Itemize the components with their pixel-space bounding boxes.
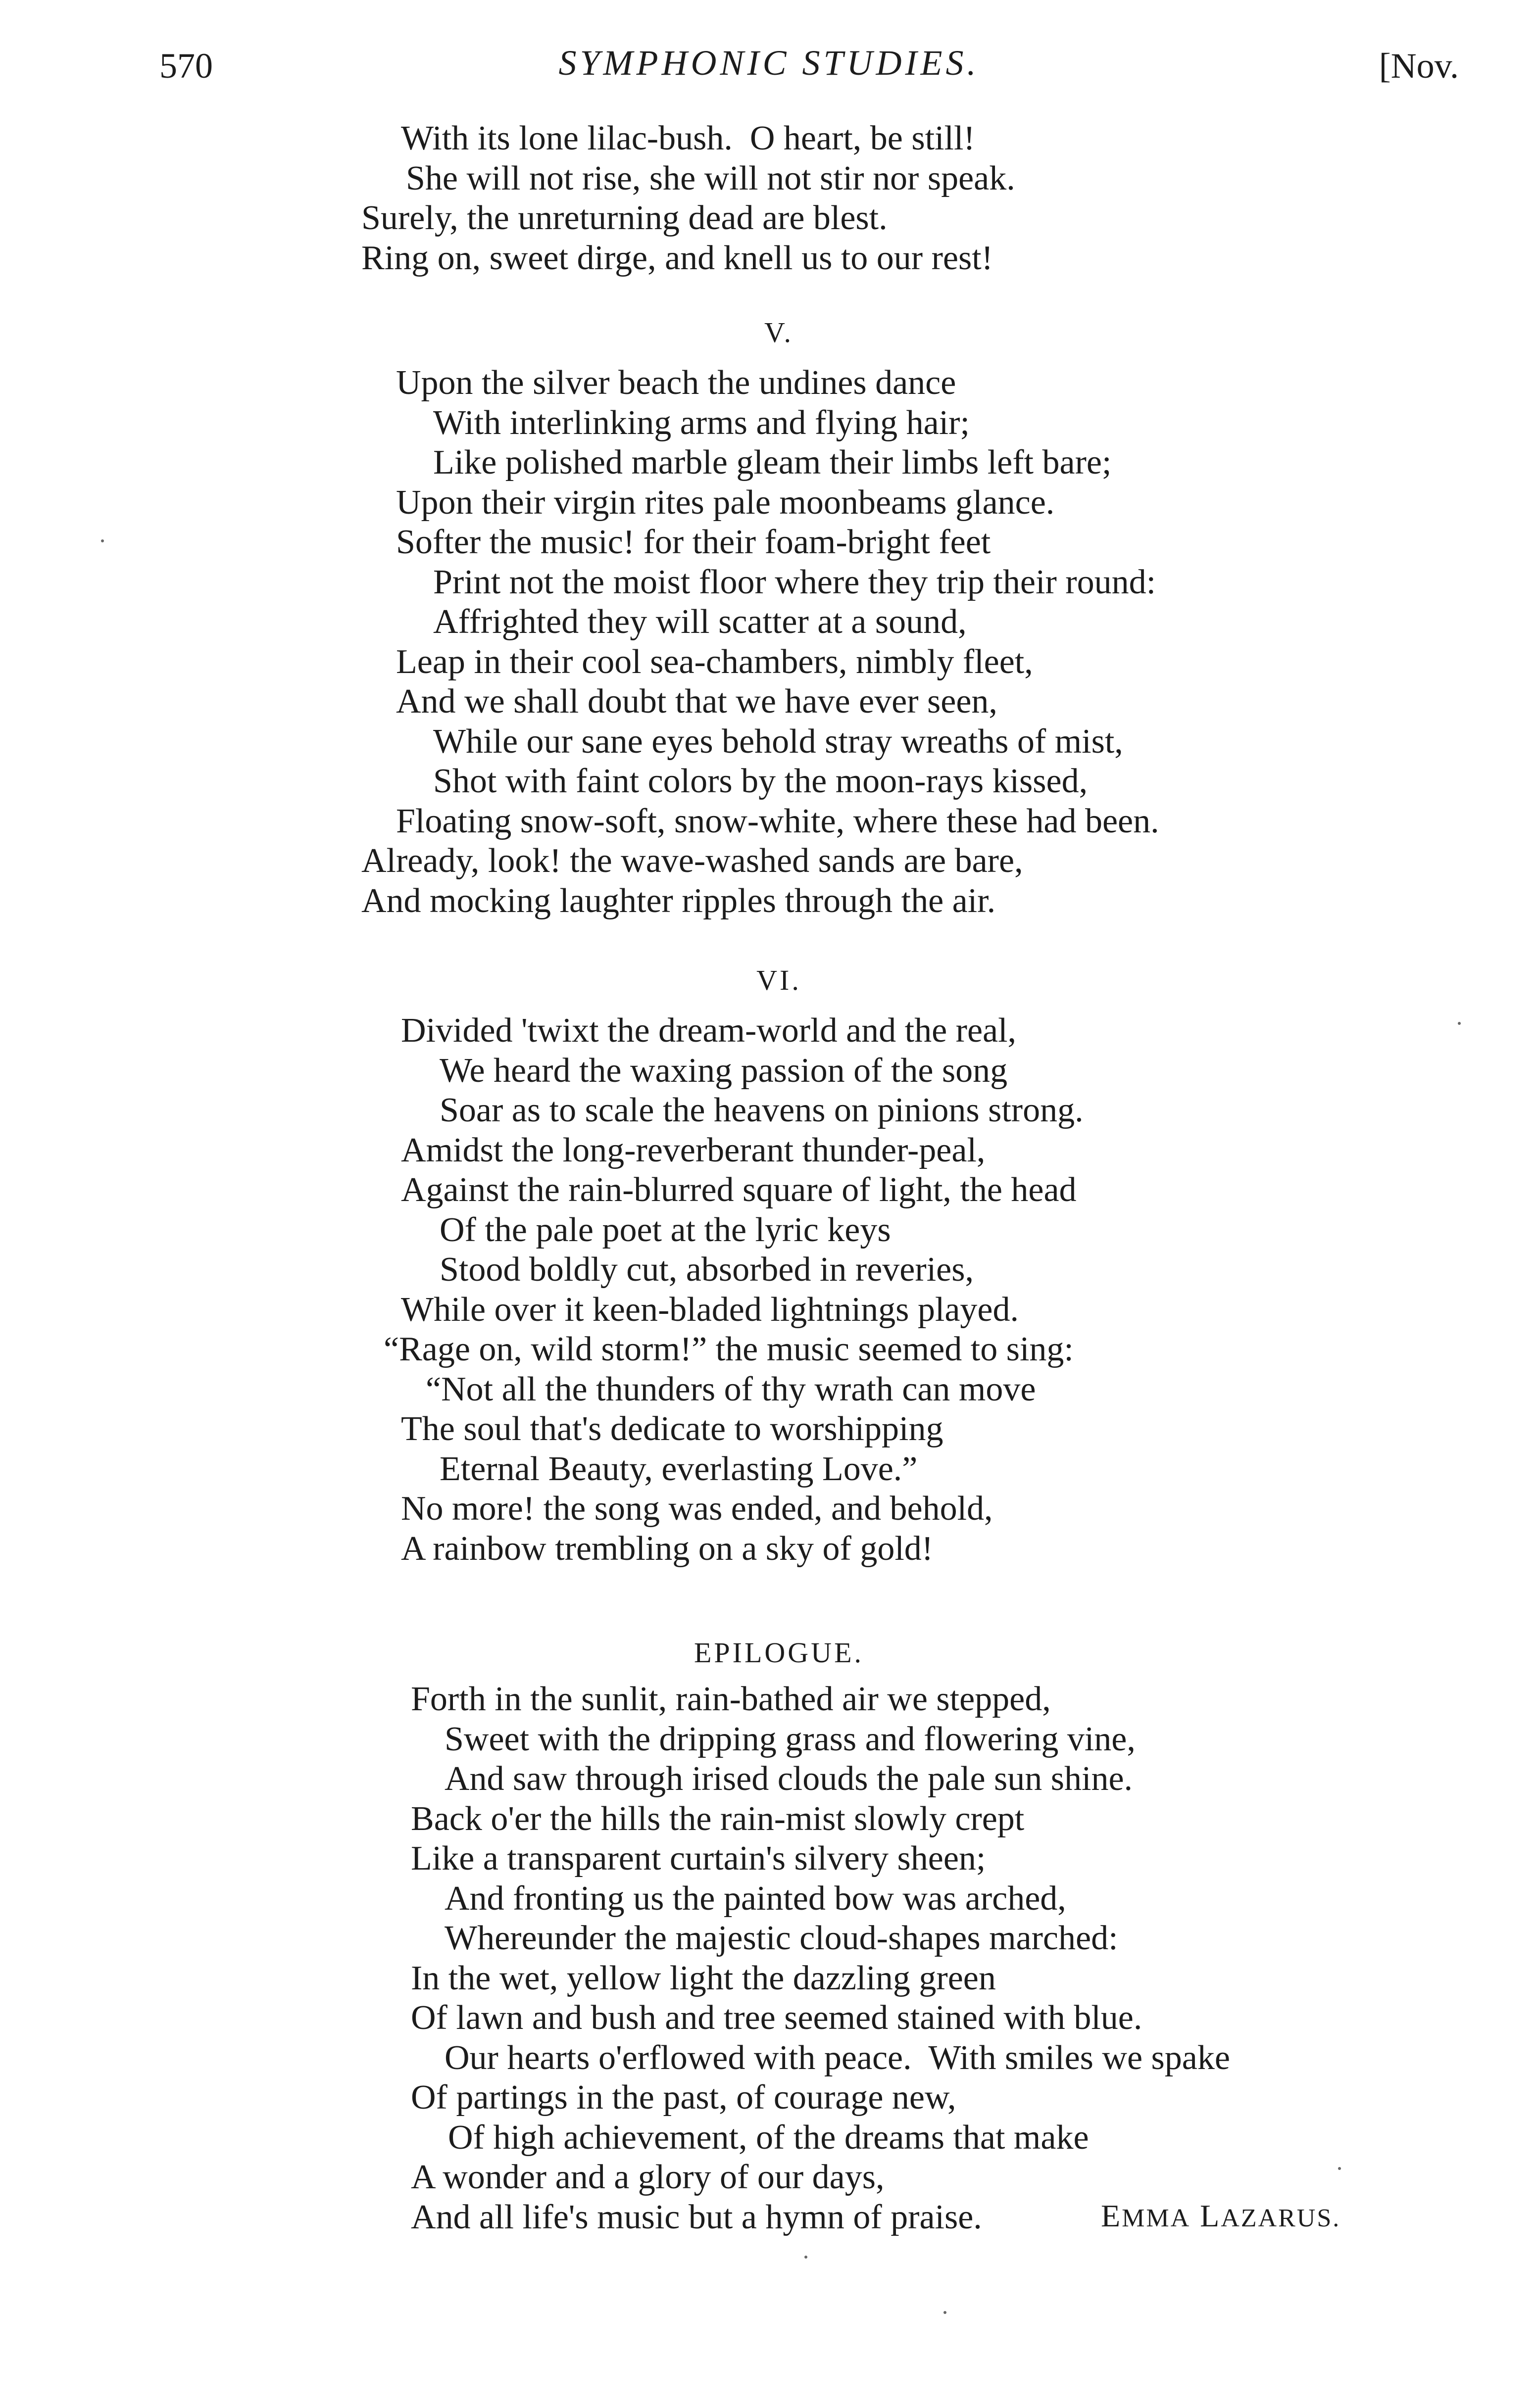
opening-stanza <box>0 119 1538 278</box>
poem-line: Sweet with the dripping grass and flowering vine, <box>445 1720 1136 1758</box>
poem-line: “Not all the thunders of thy wrath can move <box>426 1370 1036 1408</box>
poem-line: And all life's music but a hymn of praise. <box>411 2198 982 2236</box>
author-first-rest: MMA <box>1122 2204 1191 2232</box>
poem-line: While our sane eyes behold stray wreaths of mist, <box>433 722 1123 761</box>
section-heading: V. <box>764 316 794 348</box>
section-heading: EPILOGUE. <box>694 1637 864 1669</box>
poem-line: Already, look! the wave-washed sands are bare, <box>361 842 1023 880</box>
poem-line: Softer the music! for their foam-bright feet <box>396 523 991 561</box>
poem-line: Stood boldly cut, absorbed in reveries, <box>440 1251 974 1289</box>
running-title: SYMPHONIC STUDIES. <box>558 43 980 83</box>
poem-line: Of high achievement, of the dreams that make <box>448 2118 1089 2157</box>
poem-line: Upon their virgin rites pale moonbeams glance. <box>396 483 1055 522</box>
running-head <box>0 39 1538 93</box>
poem-line: Of the pale poet at the lyric keys <box>440 1210 891 1249</box>
poem-line: “Rage on, wild storm!” the music seemed to sing: <box>384 1330 1074 1368</box>
poem-line: We heard the waxing passion of the song <box>440 1051 1008 1090</box>
poem-line: Surely, the unreturning dead are blest. <box>361 199 888 237</box>
poem-line: While over it keen-bladed lightnings played. <box>401 1290 1019 1329</box>
poem-line: She will not rise, she will not stir nor speak. <box>406 159 1015 197</box>
poem-line: A wonder and a glory of our days, <box>411 2158 885 2196</box>
poem-line: Of partings in the past, of courage new, <box>411 2078 956 2117</box>
poem-line: And fronting us the painted bow was arched, <box>445 1879 1066 1918</box>
poem-line: A rainbow trembling on a sky of gold! <box>401 1529 934 1568</box>
heading-gap <box>0 1673 1538 1680</box>
stanza-gap <box>0 921 1538 961</box>
poem-line: Print not the moist floor where they trip their round: <box>433 563 1156 601</box>
poem-line: Ring on, sweet dirge, and knell us to our rest! <box>361 239 993 277</box>
poem-line: And mocking laughter ripples through the air. <box>361 881 996 920</box>
poem-line: Our hearts o'erflowed with peace. With smiles we spake <box>445 2038 1230 2077</box>
poem-line: Soar as to scale the heavens on pinions strong. <box>440 1091 1084 1129</box>
print-speck <box>943 2311 946 2314</box>
poem-line: Floating snow-soft, snow-white, where these had been. <box>396 802 1159 840</box>
stanza-gap <box>0 1569 1538 1633</box>
poem-line: And we shall doubt that we have ever seen, <box>396 682 997 721</box>
section-heading: VI. <box>756 964 801 996</box>
poem-line: Eternal Beauty, everlasting Love.” <box>440 1449 918 1488</box>
poem-line: Against the rain-blurred square of light, the head <box>401 1171 1077 1209</box>
heading-gap <box>0 1000 1538 1011</box>
author-first-initial: E <box>1101 2198 1122 2233</box>
poem-line: No more! the song was ended, and behold, <box>401 1490 993 1528</box>
stanza-gap <box>0 278 1538 313</box>
epilogue <box>0 1633 1538 2237</box>
print-speck <box>1338 2167 1341 2170</box>
print-speck <box>101 539 104 542</box>
poem-line: With interlinking arms and flying hair; <box>433 403 970 442</box>
poem-line: In the wet, yellow light the dazzling green <box>411 1959 996 1997</box>
poem-line: Shot with faint colors by the moon-rays kissed, <box>433 762 1088 800</box>
poem-line: Leap in their cool sea-chambers, nimbly fleet, <box>396 642 1033 681</box>
section-v <box>0 313 1538 921</box>
poem-line: Affrighted they will scatter at a sound, <box>433 603 967 641</box>
poem-line: Like a transparent curtain's silvery sheen; <box>411 1839 986 1878</box>
poem-line: Back o'er the hills the rain-mist slowly crept <box>411 1799 1025 1838</box>
section-vi <box>0 961 1538 1569</box>
author-last-initial: L <box>1200 2198 1221 2233</box>
poem-line: Amidst the long-reverberant thunder-peal, <box>401 1131 986 1169</box>
poem-line: With its lone lilac-bush. O heart, be still! <box>401 119 975 157</box>
poem-line: Upon the silver beach the undines dance <box>396 364 956 402</box>
page-number: 570 <box>159 46 213 86</box>
poem-text <box>0 119 1538 2237</box>
author-signature <box>1101 2198 1340 2234</box>
heading-gap <box>0 352 1538 363</box>
poem-line: Forth in the sunlit, rain-bathed air we stepped, <box>411 1680 1051 1718</box>
poem-line: Whereunder the majestic cloud-shapes marched: <box>445 1919 1118 1957</box>
poem-line: And saw through irised clouds the pale sun shine. <box>445 1760 1133 1798</box>
print-speck <box>1458 1022 1461 1025</box>
poem-line: Divided 'twixt the dream-world and the real, <box>401 1011 1017 1050</box>
issue-month: [Nov. <box>1379 46 1459 86</box>
poem-line: The soul that's dedicate to worshipping <box>401 1410 943 1448</box>
poem-line: Of lawn and bush and tree seemed stained with blue. <box>411 1999 1142 2037</box>
author-last-rest: AZARUS. <box>1221 2204 1341 2232</box>
poem-line: Like polished marble gleam their limbs left bare; <box>433 443 1112 482</box>
print-speck <box>804 2256 807 2259</box>
